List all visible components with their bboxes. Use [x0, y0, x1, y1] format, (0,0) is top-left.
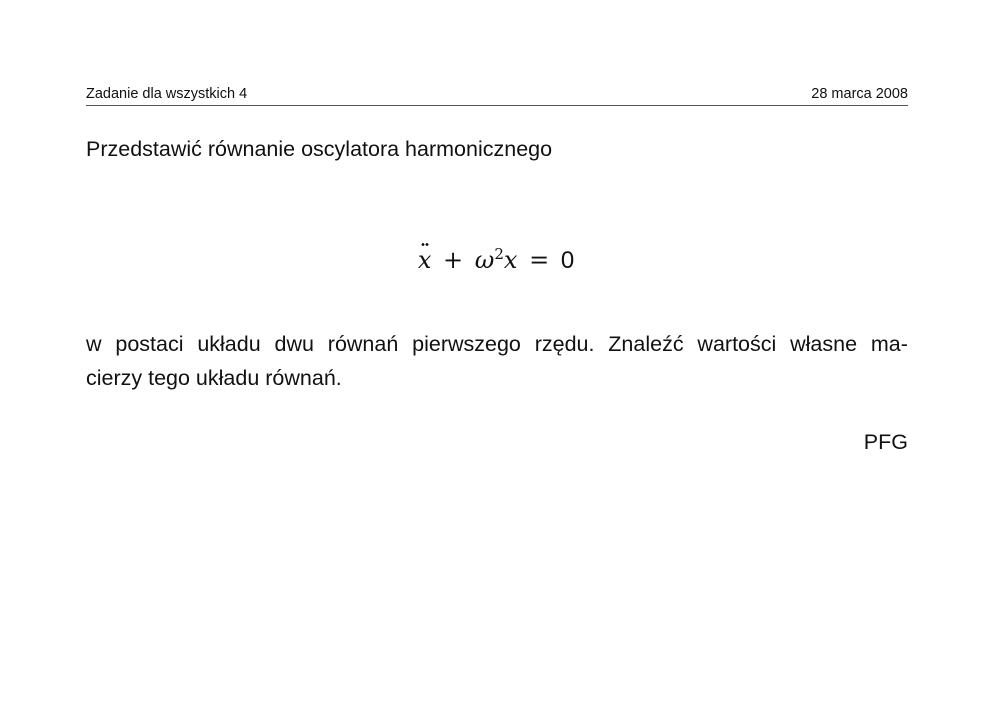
- word: wartości: [697, 332, 777, 356]
- word: dwu: [274, 332, 314, 356]
- equation-omega: ω: [474, 246, 495, 274]
- word: układu: [197, 332, 261, 356]
- equation-x-double-dot: x: [417, 246, 432, 274]
- page-header: [86, 86, 908, 106]
- equation-plus: +: [443, 246, 464, 274]
- task-intro: Przedstawić równanie oscylatora harmonicznego: [86, 137, 553, 161]
- word: postaci: [115, 332, 184, 356]
- word: ma-: [870, 332, 908, 356]
- word: równań: [327, 332, 399, 356]
- equation-exponent: 2: [494, 245, 504, 263]
- task-body: [86, 327, 908, 395]
- equation: [0, 245, 992, 275]
- word: własne: [790, 332, 858, 356]
- word: pierwszego: [412, 332, 521, 356]
- word: Znaleźć: [608, 332, 684, 356]
- author-signature: PFG: [863, 430, 908, 454]
- header-date: 28 marca 2008: [811, 86, 908, 102]
- header-title: Zadanie dla wszystkich 4: [86, 86, 248, 102]
- equation-equals: =: [529, 246, 550, 274]
- task-body-line-2: cierzy tego układu równań.: [86, 366, 342, 390]
- equation-x: x: [503, 246, 518, 274]
- word: rzędu.: [534, 332, 595, 356]
- equation-rhs: 0: [560, 247, 575, 274]
- word: w: [86, 332, 102, 356]
- task-body-line-1: [86, 327, 908, 361]
